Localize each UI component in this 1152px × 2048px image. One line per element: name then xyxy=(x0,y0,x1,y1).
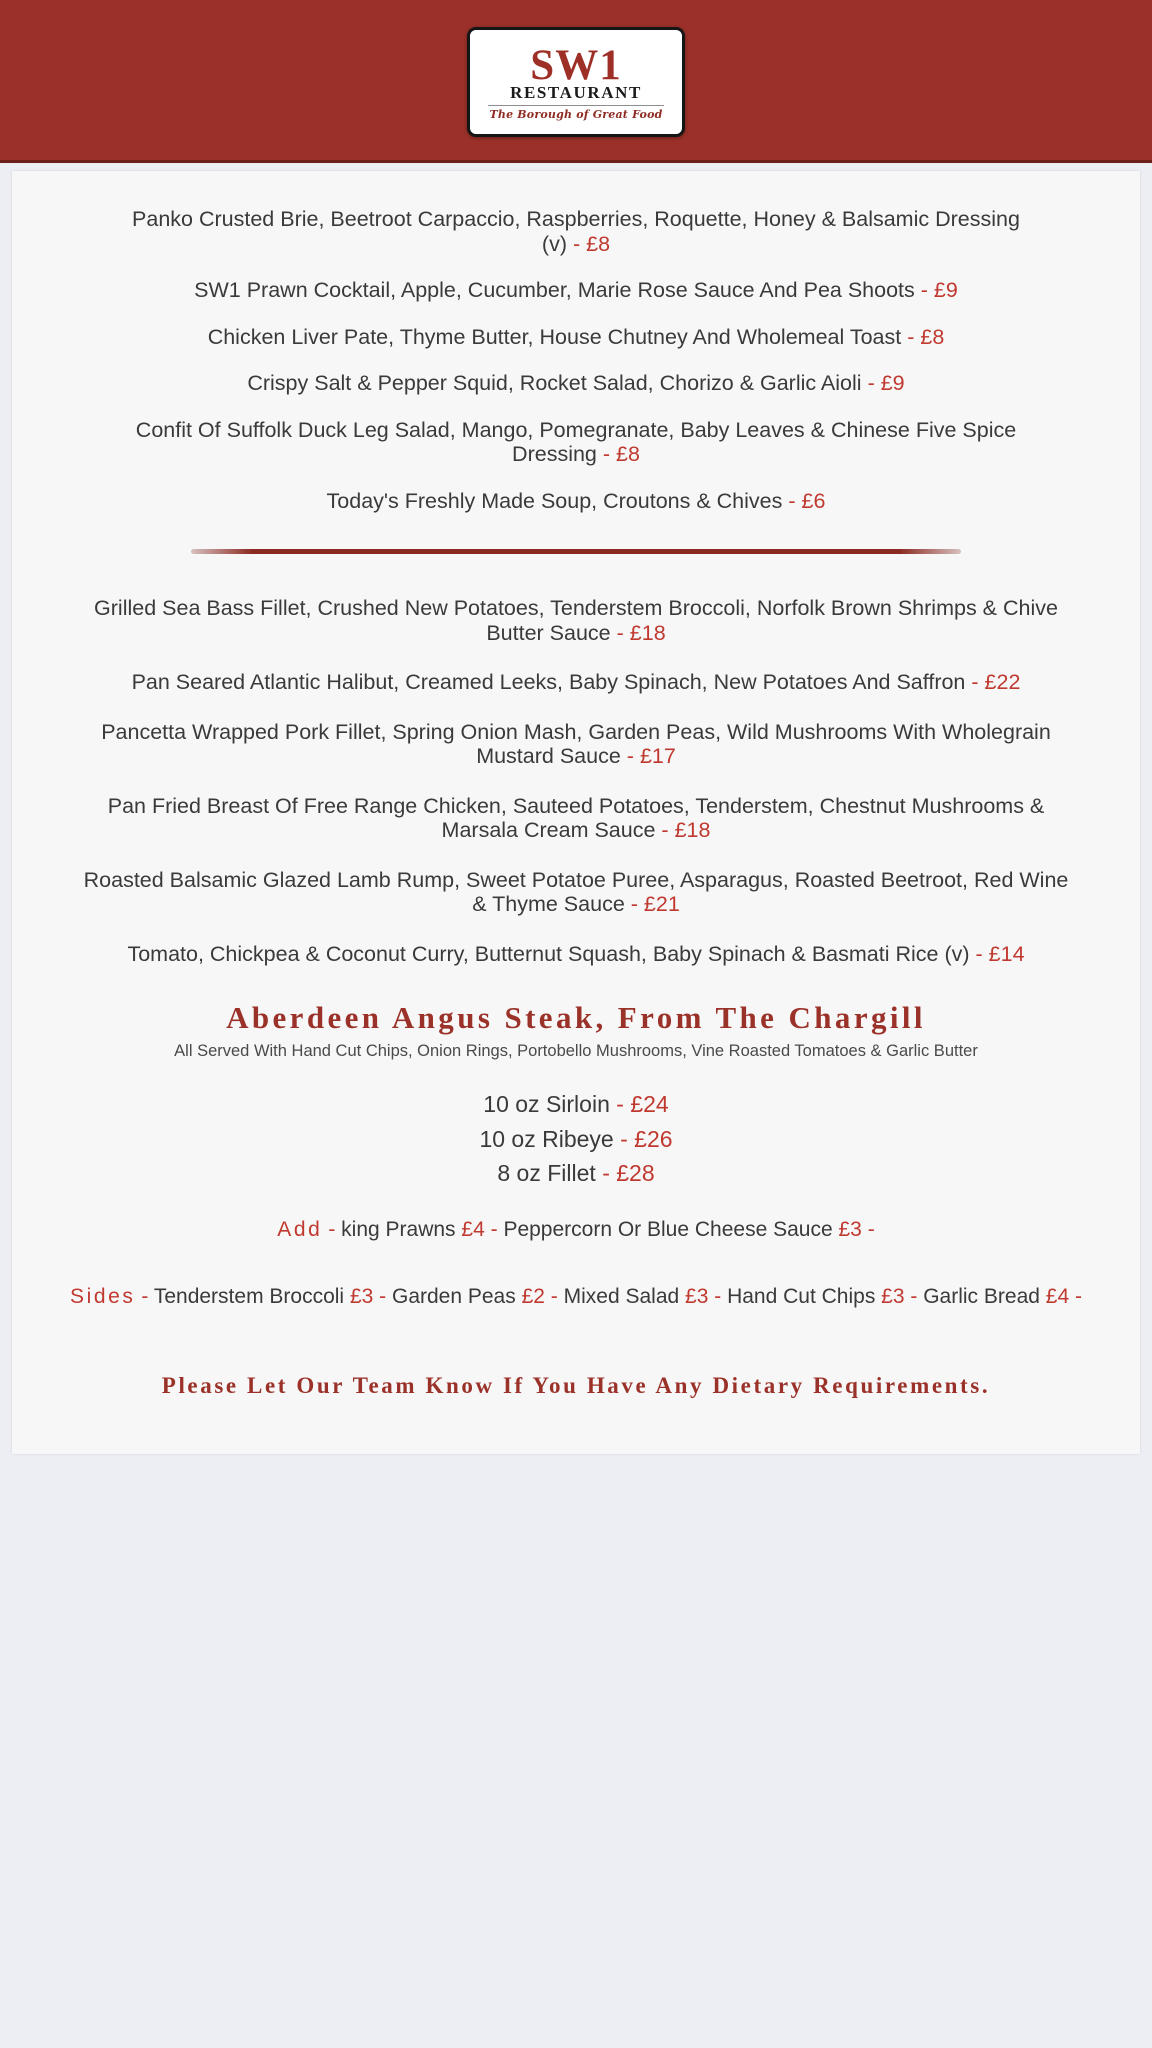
menu-item-name: Today's Freshly Made Soup, Croutons & Chives xyxy=(326,488,783,513)
steak-cut-row xyxy=(51,1160,1101,1187)
menu-item-dash: - xyxy=(867,371,875,395)
menu-item-dash: - xyxy=(602,442,611,466)
menu-item-dash: - xyxy=(907,324,915,349)
side-item-price: £2 xyxy=(521,1285,545,1309)
side-item-name: Garlic Bread xyxy=(923,1285,1040,1309)
side-item-name: Mixed Salad xyxy=(563,1285,680,1309)
menu-item xyxy=(126,418,1026,467)
menu-item-dash: - xyxy=(975,941,983,966)
menu-item-name: Tomato, Chickpea & Coconut Curry, Butternut Squash, Baby Spinach & Basmati Rice (v) xyxy=(127,941,970,966)
steak-section-heading: Aberdeen Angus Steak, From The Chargill xyxy=(226,1000,926,1035)
menu-item-price: £9 xyxy=(880,371,905,395)
steak-cut-dash: - xyxy=(620,1125,628,1152)
menu-item-dash: - xyxy=(661,818,669,842)
menu-item-dash: - xyxy=(616,620,624,645)
menu-item xyxy=(76,596,1076,645)
dietary-requirements-note: Please Let Our Team Know If You Have Any Dietary Requirements. xyxy=(161,1373,991,1399)
menu-item-price: £6 xyxy=(801,488,826,513)
side-item-name: Hand Cut Chips xyxy=(727,1285,876,1309)
menu-item xyxy=(126,207,1026,256)
menu-item-price: £14 xyxy=(988,941,1025,966)
steak-cut-price: £24 xyxy=(630,1091,669,1118)
menu-item xyxy=(76,670,1076,695)
sides-row xyxy=(51,1283,1101,1310)
steak-cut-price: £26 xyxy=(634,1125,673,1152)
menu-item xyxy=(126,325,1026,350)
section-divider xyxy=(51,549,1101,554)
starters-section xyxy=(51,207,1101,513)
menu-item-price: £9 xyxy=(933,278,958,302)
steak-section xyxy=(51,1000,1101,1310)
menu-item-name: Roasted Balsamic Glazed Lamb Rump, Sweet Potatoe Puree, Asparagus, Roasted Beetroot, Red Wine & Thyme Sauce xyxy=(83,867,1069,916)
menu-item-name: Confit Of Suffolk Duck Leg Salad, Mango, Pomegranate, Baby Leaves & Chinese Five Spice Dressing xyxy=(135,417,1017,466)
menu-item xyxy=(76,868,1076,917)
side-item-dash: - xyxy=(1074,1285,1082,1309)
menu-item-price: £21 xyxy=(643,892,680,916)
steak-cut-dash: - xyxy=(616,1091,624,1118)
menu-item xyxy=(76,720,1076,769)
logo-tagline-text: The Borough of Great Food xyxy=(489,107,663,121)
side-item-dash: - xyxy=(379,1285,387,1309)
menu-item-name: Panko Crusted Brie, Beetroot Carpaccio, Raspberries, Roquette, Honey & Balsamic Dressing (v) xyxy=(132,207,1020,256)
menu-item-name: Grilled Sea Bass Fillet, Crushed New Potatoes, Tenderstem Broccoli, Norfolk Brown Shrimps & Chive Butter Sauce xyxy=(94,596,1058,645)
steak-cut-dash: - xyxy=(602,1159,610,1186)
menu-item xyxy=(126,278,1026,303)
addon-item-2-price: £3 xyxy=(838,1217,862,1241)
side-item-name: Garden Peas xyxy=(391,1285,516,1309)
restaurant-logo xyxy=(467,27,685,137)
menu-item-name: Crispy Salt & Pepper Squid, Rocket Salad, Chorizo & Garlic Aioli xyxy=(247,371,862,395)
menu-item xyxy=(126,489,1026,514)
addon-item-2-name: Peppercorn Or Blue Cheese Sauce xyxy=(503,1217,833,1241)
steak-cut-name: 10 oz Ribeye xyxy=(479,1125,614,1152)
menu-item-dash: - xyxy=(971,670,979,694)
menu-item-dash: - xyxy=(920,278,928,302)
menu-item-name: Chicken Liver Pate, Thyme Butter, House Chutney And Wholemeal Toast xyxy=(207,324,902,349)
sides-dash-0: - xyxy=(141,1285,149,1309)
menu-item-price: £8 xyxy=(920,324,945,349)
menu-item-price: £8 xyxy=(586,231,611,256)
menu-item-name: Pan Seared Atlantic Halibut, Creamed Leeks, Baby Spinach, New Potatoes And Saffron xyxy=(131,670,966,694)
logo-subtitle-text: RESTAURANT xyxy=(510,82,642,102)
menu-item xyxy=(76,942,1076,967)
side-item-price: £3 xyxy=(685,1285,709,1309)
menu-item-price: £8 xyxy=(616,442,640,466)
logo-divider-rule xyxy=(488,105,664,106)
menu-item xyxy=(126,371,1026,396)
menu-item-name: Pan Fried Breast Of Free Range Chicken, Sauteed Potatoes, Tenderstem, Chestnut Mushrooms & Marsala Cream Sauce xyxy=(107,793,1045,842)
addons-dash-1: - xyxy=(328,1217,336,1241)
side-item-price: £3 xyxy=(349,1285,374,1309)
menu-item xyxy=(76,794,1076,843)
menu-item-dash: - xyxy=(572,231,581,256)
section-divider-rule xyxy=(191,549,961,554)
menu-item-dash: - xyxy=(626,744,634,768)
menu-inner xyxy=(51,207,1101,1400)
side-item-price: £3 xyxy=(881,1285,905,1309)
steak-section-subtitle: All Served With Hand Cut Chips, Onion Rings, Portobello Mushrooms, Vine Roasted Tomatoes & Garlic Butter xyxy=(174,1041,978,1060)
sides-label: Sides xyxy=(70,1285,136,1309)
menu-item-name: Pancetta Wrapped Pork Fillet, Spring Onion Mash, Garden Peas, Wild Mushrooms With Wholegrain Mustard Sauce xyxy=(101,719,1051,768)
logo-brand-text: SW1 xyxy=(530,42,622,90)
addon-item-1-name: king Prawns xyxy=(341,1217,456,1241)
menu-item-dash: - xyxy=(630,892,638,916)
addons-label: Add xyxy=(277,1217,323,1241)
menu-item-name: SW1 Prawn Cocktail, Apple, Cucumber, Marie Rose Sauce And Pea Shoots xyxy=(194,278,915,302)
steak-cut-name: 10 oz Sirloin xyxy=(483,1091,610,1118)
side-item-dash: - xyxy=(550,1285,558,1309)
menu-item-dash: - xyxy=(788,488,796,513)
menu-item-price: £17 xyxy=(639,744,676,768)
addons-dash-2: - xyxy=(490,1217,498,1241)
steak-cut-price: £28 xyxy=(616,1159,655,1186)
menu-card xyxy=(12,171,1140,1454)
side-item-dash: - xyxy=(714,1285,722,1309)
steak-addons-row xyxy=(51,1217,1101,1243)
menu-item-price: £18 xyxy=(629,620,666,645)
side-item-dash: - xyxy=(910,1285,918,1309)
side-item-price: £4 xyxy=(1045,1285,1070,1309)
addon-item-1-price: £4 xyxy=(461,1217,485,1241)
menu-item-price: £22 xyxy=(984,670,1021,694)
menu-item-price: £18 xyxy=(674,818,711,842)
addons-dash-3: - xyxy=(867,1217,875,1241)
header-band xyxy=(0,0,1152,163)
side-item-name: Tenderstem Broccoli xyxy=(153,1285,345,1309)
steak-cut-row xyxy=(51,1126,1101,1153)
steak-cut-row xyxy=(51,1091,1101,1118)
mains-section xyxy=(51,596,1101,966)
steak-cut-name: 8 oz Fillet xyxy=(497,1159,596,1186)
